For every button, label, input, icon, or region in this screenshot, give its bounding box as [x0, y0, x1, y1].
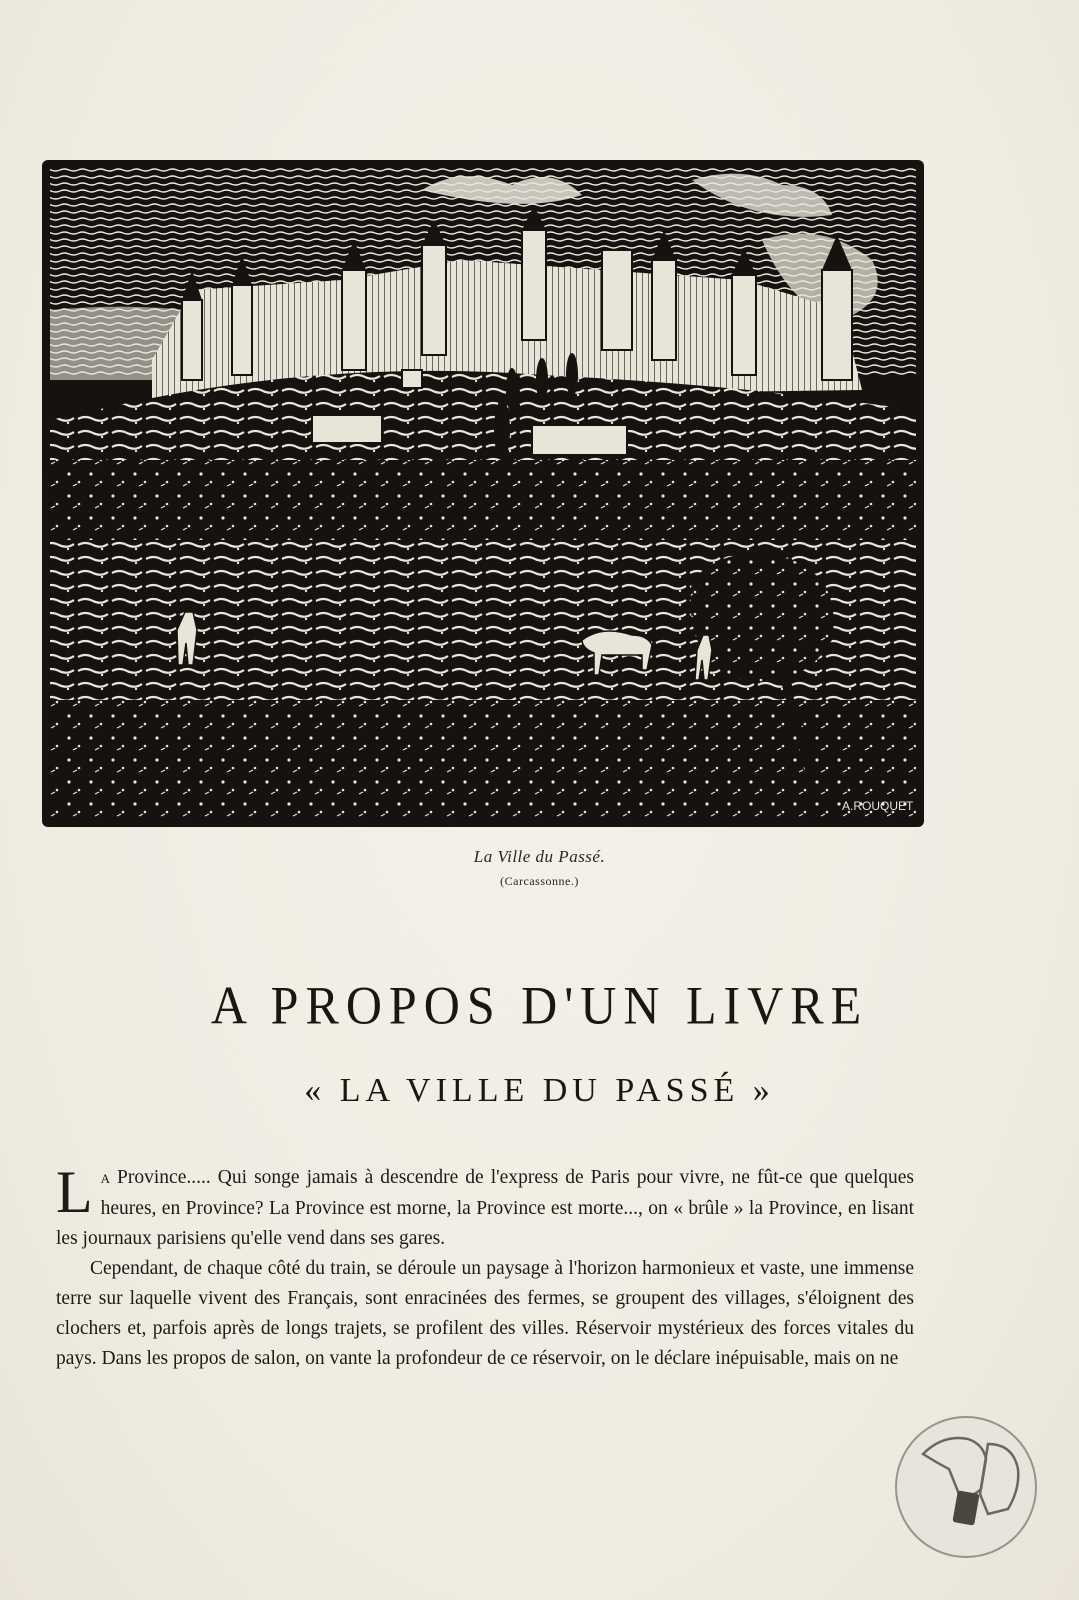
carcassonne-woodcut-image	[42, 160, 924, 827]
small-cap: A	[100, 1171, 112, 1186]
paragraph-1	[56, 1159, 914, 1254]
paragraph-1-text: Province..... Qui songe jamais à descendre de l'express de Paris pour vivre, ne fût-ce que quelques heures, en Province? La Province est morne, la Province est morte..., on « brûle » la Province, en lisant les journaux parisiens qu'elle vend dans ses gares.	[56, 1167, 914, 1249]
article-body	[56, 1159, 914, 1374]
artist-signature: A.ROUQUET	[842, 799, 914, 813]
caption-subtitle: (Carcassonne.)	[500, 874, 579, 888]
paragraph-2: Cependant, de chaque côté du train, se déroule un paysage à l'horizon harmonieux et vaste, une immense terre sur laquelle vivent des Français, sont enracinées des fermes, se groupent des villages, s'éloignent des clochers et, parfois après de longs trajets, se profilent des villes. Réservoir mystérieux des forces vitales du pays. Dans les propos de salon, on vante la profondeur de ce réservoir, on le déclare inépuisable, mais on ne	[56, 1258, 914, 1369]
article-subheadline: « LA VILLE DU PASSÉ »	[304, 1072, 775, 1109]
article-headline: A PROPOS D'UN LIVRE	[210, 974, 869, 1036]
caption-title: La Ville du Passé.	[473, 847, 606, 866]
woodcut-illustration	[42, 160, 924, 827]
drop-cap: L	[56, 1159, 93, 1225]
library-stamp-icon	[893, 1414, 1039, 1560]
